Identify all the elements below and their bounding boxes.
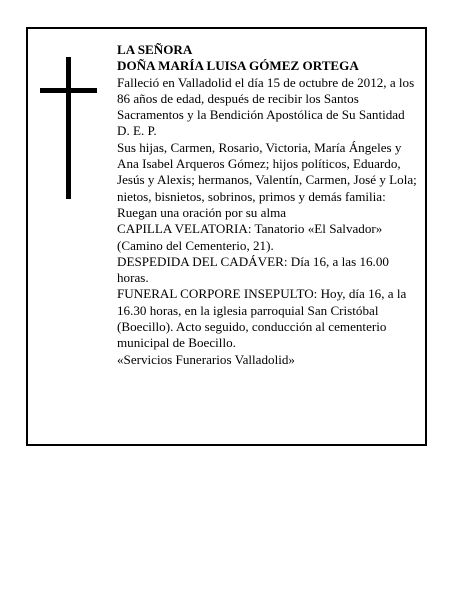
- prayer-request: Ruegan una oración por su alma: [117, 204, 287, 220]
- funeral-info: FUNERAL CORPORE INSEPULTO: Hoy, día 16, a la 16.30 horas, en la iglesia parroquial San Cristóbal (Boecillo). Acto seguido, conducción al cementerio municipal de Boecillo.: [117, 286, 407, 351]
- funeral-services: «Servicios Funerarios Valladolid»: [117, 351, 295, 367]
- notice-heading: LA SEÑORA: [117, 42, 193, 57]
- cross-icon: [66, 57, 71, 199]
- deceased-name: DOÑA MARÍA LUISA GÓMEZ ORTEGA: [117, 58, 359, 74]
- farewell-info: DESPEDIDA DEL CADÁVER: Día 16, a las 16.00 horas.: [117, 253, 389, 286]
- family-list: Sus hijas, Carmen, Rosario, Victoria, María Ángeles y Ana Isabel Arqueros Gómez; hijos políticos, Eduardo, Jesús y Alexis; hermanos, Valentín, Carmen, José y Lola; nietos, bisnietos, sobrinos, primos y demás familia:: [117, 139, 417, 204]
- obituary-notice: [26, 27, 427, 446]
- cross-icon-bar: [40, 88, 97, 93]
- obituary-text: [117, 42, 417, 368]
- chapel-info: CAPILLA VELATORIA: Tanatorio «El Salvador» (Camino del Cementerio, 21).: [117, 221, 383, 253]
- death-announcement: Falleció en Valladolid el día 15 de octubre de 2012, a los 86 años de edad, después de recibir los Santos Sacramentos y la Bendición Apostólica de Su Santidad D. E. P.: [117, 74, 415, 139]
